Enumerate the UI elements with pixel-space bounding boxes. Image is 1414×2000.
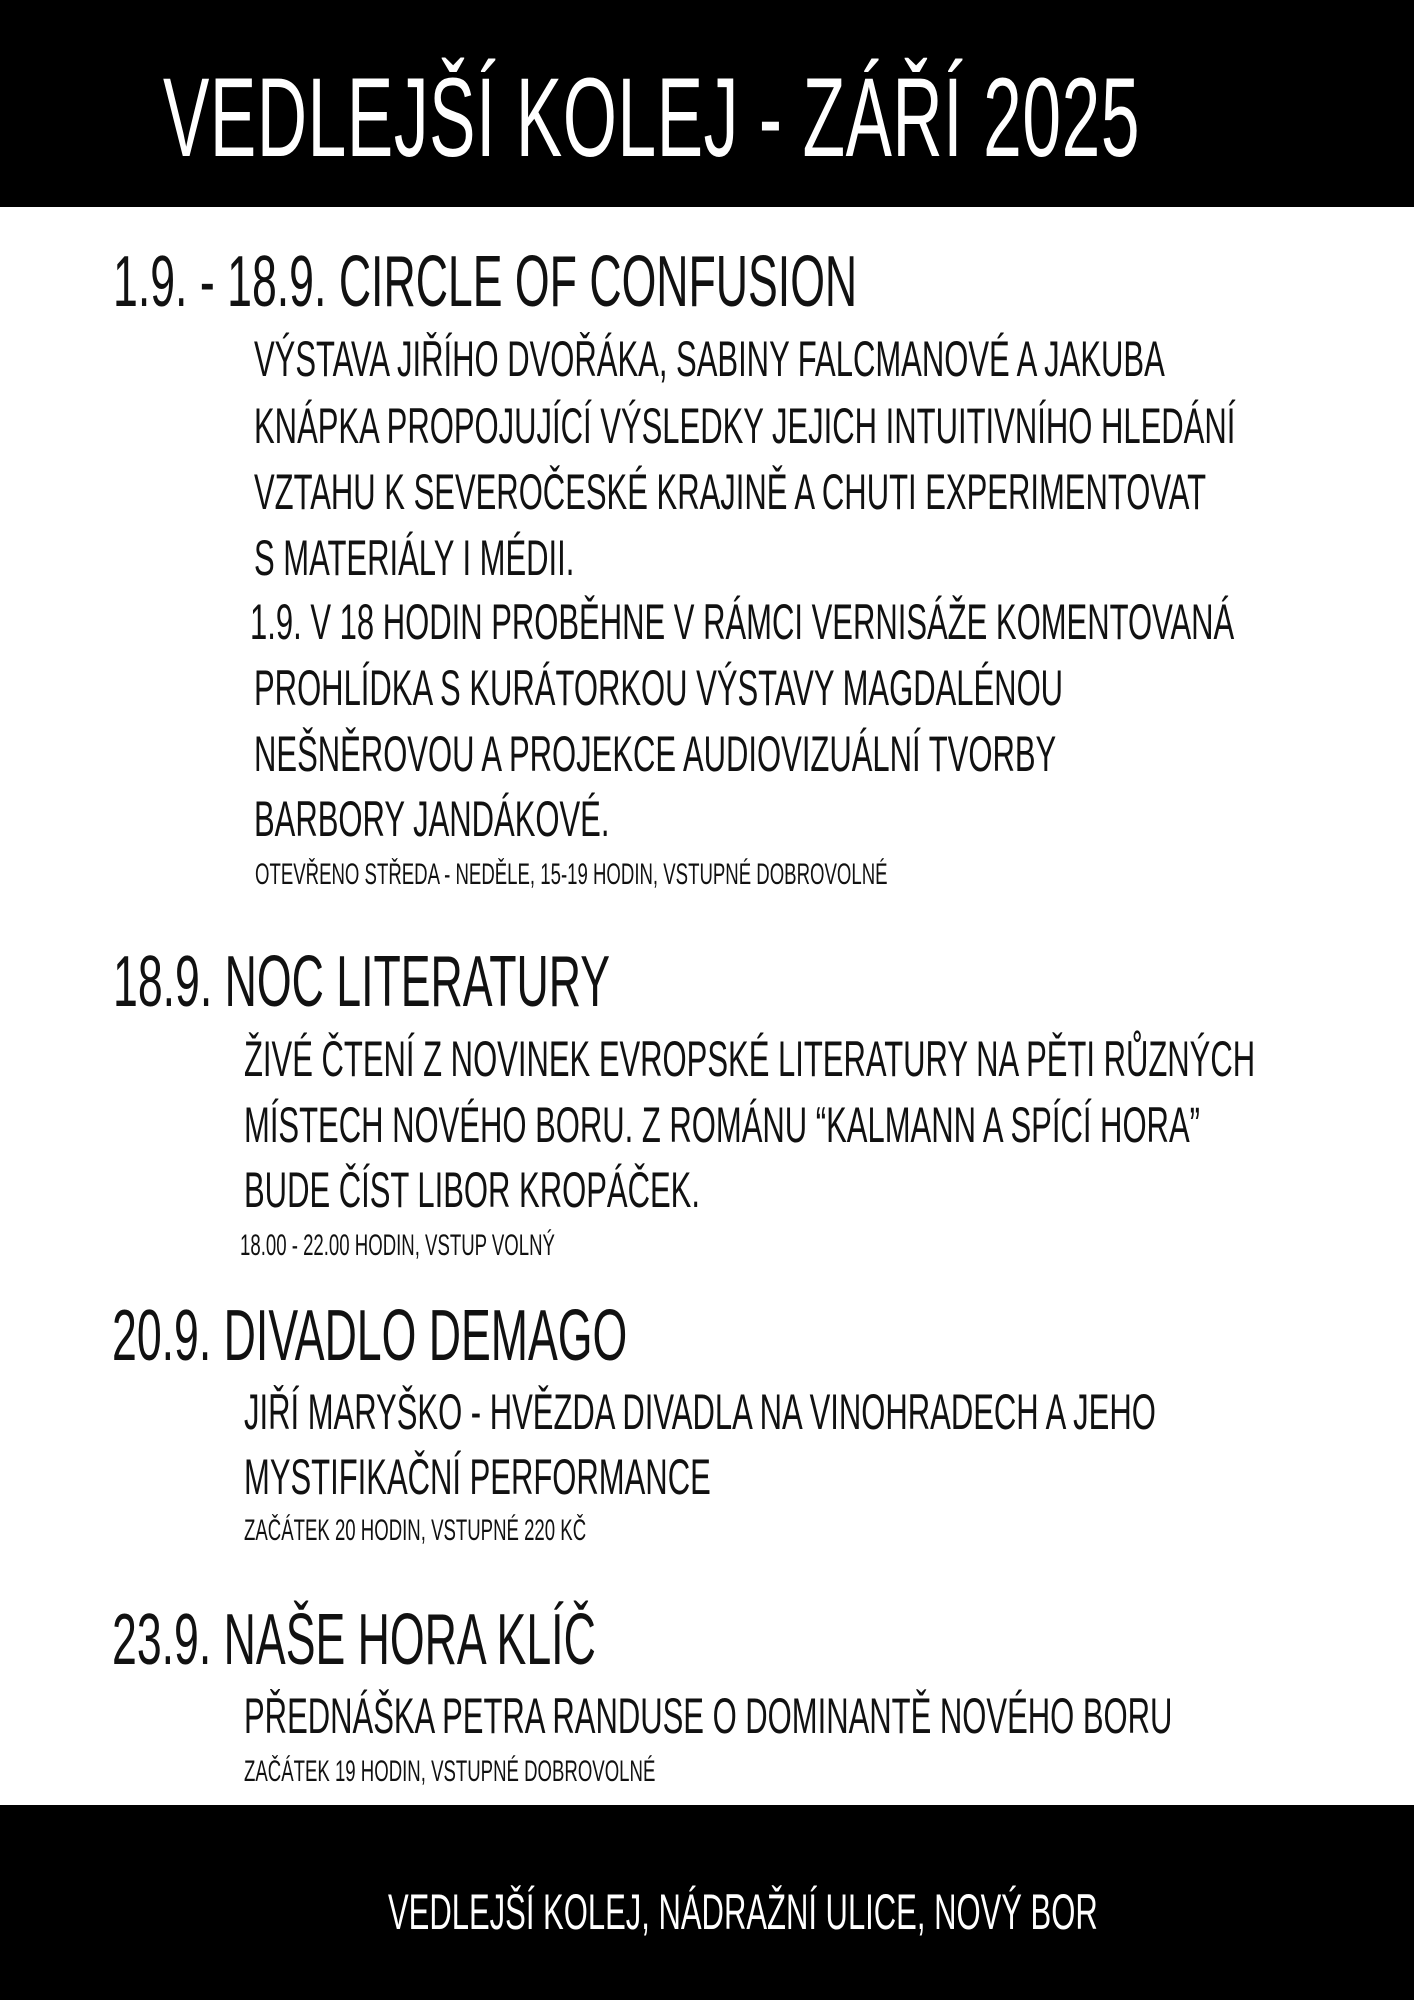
page-title: VEDLEJŠÍ KOLEJ - ZÁŘÍ 2025	[163, 55, 1141, 180]
event-note: ZAČÁTEK 20 HODIN, VSTUPNÉ 220 KČ	[244, 1514, 587, 1547]
event-text-line: PŘEDNÁŠKA PETRA RANDUSE O DOMINANTĚ NOVÉHO BORU	[244, 1688, 1173, 1744]
event-note: 18.00 - 22.00 HODIN, VSTUP VOLNÝ	[240, 1229, 555, 1262]
event-heading: 23.9. NAŠE HORA KLÍČ	[112, 1600, 596, 1680]
event-text-line: MYSTIFIKAČNÍ PERFORMANCE	[244, 1449, 711, 1505]
event-text-line: S MATERIÁLY I MÉDII.	[254, 530, 575, 586]
event-text-line: KNÁPKA PROPOJUJÍCÍ VÝSLEDKY JEJICH INTUITIVNÍHO HLEDÁNÍ	[254, 398, 1236, 454]
event-note: OTEVŘENO STŘEDA - NEDĚLE, 15-19 HODIN, VSTUPNÉ DOBROVOLNÉ	[255, 858, 888, 891]
event-text-line: BARBORY JANDÁKOVÉ.	[254, 791, 610, 847]
event-text-line: VZTAHU K SEVEROČESKÉ KRAJINĚ A CHUTI EXPERIMENTOVAT	[254, 464, 1207, 520]
event-heading: 18.9. NOC LITERATURY	[113, 942, 610, 1022]
event-text-line: PROHLÍDKA S KURÁTORKOU VÝSTAVY MAGDALÉNOU	[254, 660, 1064, 716]
event-text-line: NEŠNĚROVOU A PROJEKCE AUDIOVIZUÁLNÍ TVORBY	[254, 726, 1057, 782]
event-text-line: 1.9. V 18 HODIN PROBĚHNE V RÁMCI VERNISÁŽE KOMENTOVANÁ	[250, 594, 1235, 650]
event-heading: 20.9. DIVADLO DEMAGO	[112, 1296, 628, 1376]
event-text-line: ŽIVÉ ČTENÍ Z NOVINEK EVROPSKÉ LITERATURY NA PĚTI RŮZNÝCH	[244, 1031, 1256, 1087]
event-text-line: VÝSTAVA JIŘÍHO DVOŘÁKA, SABINY FALCMANOVÉ A JAKUBA	[254, 331, 1165, 387]
event-text-line: JIŘÍ MARYŠKO - HVĚZDA DIVADLA NA VINOHRADECH A JEHO	[244, 1384, 1156, 1440]
event-heading: 1.9. - 18.9. CIRCLE OF CONFUSION	[113, 242, 858, 322]
footer-address: VEDLEJŠÍ KOLEJ, NÁDRAŽNÍ ULICE, NOVÝ BOR	[388, 1884, 1098, 1940]
event-note: ZAČÁTEK 19 HODIN, VSTUPNÉ DOBROVOLNÉ	[244, 1755, 656, 1788]
event-text-line: BUDE ČÍST LIBOR KROPÁČEK.	[244, 1162, 700, 1218]
event-text-line: MÍSTECH NOVÉHO BORU. Z ROMÁNU “KALMANN A SPÍCÍ HORA”	[244, 1097, 1200, 1153]
